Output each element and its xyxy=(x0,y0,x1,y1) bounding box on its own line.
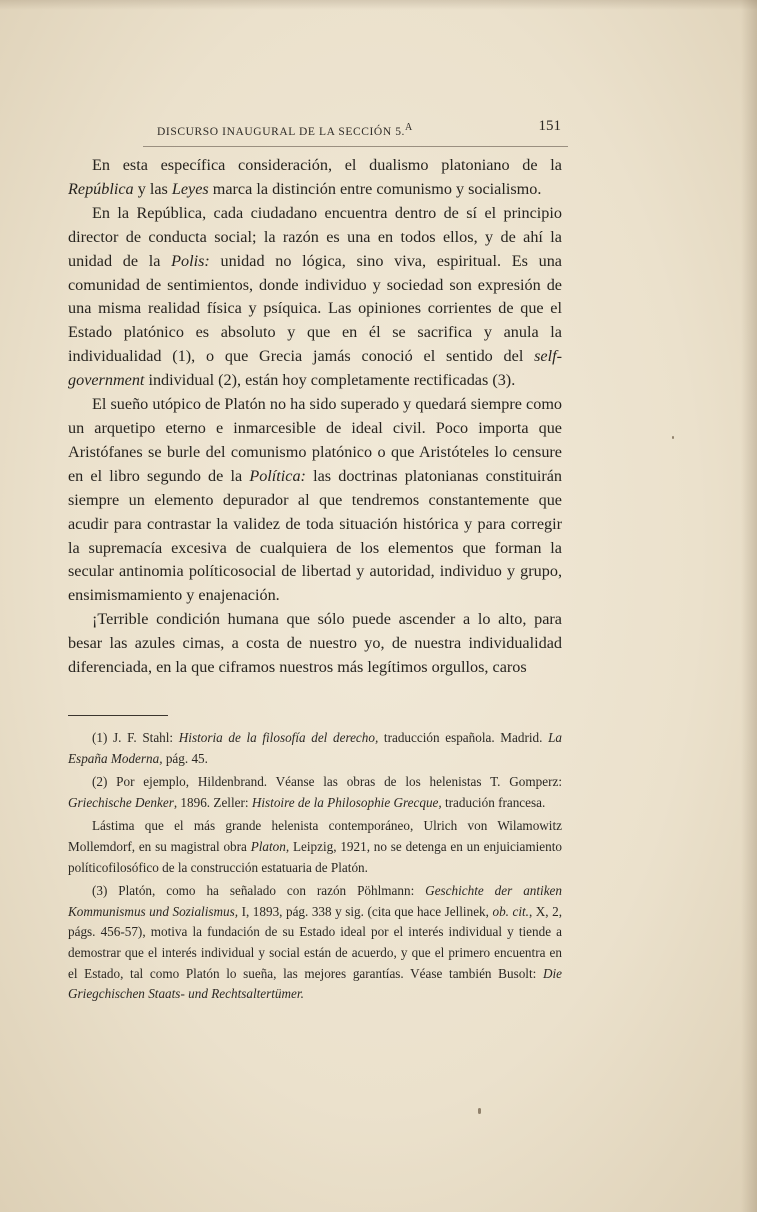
paragraph-2 xyxy=(68,202,562,393)
text-run: En esta específica consideración, el dualismo platoniano de la xyxy=(92,156,562,174)
text-run: unidad no lógica, sino viva, espiritual. Es una comunidad de sentimientos, donde individuo y sociedad son expresión de una misma realidad física y psíquica. Las opiniones corrientes de que el Estado platónico es absoluto y que en él se sacrifica y anula la individualidad (1), o que Grecia jamás conoció el sentido del xyxy=(68,251,562,366)
italic-title: Histoire de la Philosophie Grecque, xyxy=(251,794,442,810)
italic-title: Die Griegchischen Staats- und Rechtsaltertümer. xyxy=(68,965,562,1002)
page-number: 151 xyxy=(538,118,561,134)
text-run: individual (2), están hoy completamente rectificadas (3). xyxy=(144,371,516,390)
paper-speck xyxy=(478,1108,481,1114)
paragraph-4 xyxy=(68,608,562,680)
footnote-2-continuation xyxy=(68,816,562,878)
paragraph-1 xyxy=(68,154,562,202)
text-run: pág. 45. xyxy=(162,750,208,766)
text-run: I, 1893, pág. 338 y sig. (cita que hace Jellinek, xyxy=(238,903,493,919)
text-run: (2) Por ejemplo, Hildenbrand. Véanse las obras de los helenistas T. Gomperz: xyxy=(92,774,562,790)
text-run: traducción española. Madrid. xyxy=(378,730,549,745)
text-run: ¡Terrible condición humana que sólo puede ascender a lo alto, para besar las azules cimas, a costa de nuestro yo, de nuestra individualidad diferenciada, en la que ciframos nuestros más legítimos orgullos, caros xyxy=(68,610,562,677)
footnote-2 xyxy=(68,772,562,813)
running-head-title-text: DISCURSO INAUGURAL DE LA SECCIÓN 5. xyxy=(157,125,406,138)
text-run: tradución francesa. xyxy=(441,794,546,810)
text-run: marca la distinción entre comunismo y socialismo. xyxy=(208,179,542,198)
italic-title: Historia de la filosofía del derecho, xyxy=(178,730,379,745)
page-shadow-top xyxy=(0,0,757,10)
text-run: (1) J. F. Stahl: xyxy=(92,730,179,745)
text-run: En la República, cada ciudadano encuentra dentro de sí el principio director de conducta social; la razón es una en todos ellos, y de ahí la unidad de la xyxy=(68,203,562,270)
header-rule xyxy=(143,146,568,147)
italic-term: self-government xyxy=(68,347,562,390)
running-head-title-sup: A xyxy=(405,122,413,133)
italic-title: Leyes xyxy=(171,179,209,198)
italic-title: La España Moderna, xyxy=(68,730,563,766)
italic-title: Política: xyxy=(249,466,306,485)
italic-title: Griechische Denker xyxy=(68,794,174,810)
text-run: , 1896. Zeller: xyxy=(173,794,252,810)
italic-title: Geschichte der antiken Kommunismus und Sozialismus, xyxy=(68,883,563,919)
italic-title: Platon, xyxy=(250,838,290,854)
text-run: Lástima que el más grande helenista contemporáneo, Ulrich von Wilamowitz Mollemdorf, en su magistral obra xyxy=(68,818,562,854)
page-shadow-right xyxy=(741,0,757,1212)
text-run: las doctrinas platonianas constituirán siempre un elemento depurador al que tendremos constantemente que acudir para contrastar la validez de toda situación histórica y para corregir la supremacía excesiva de cualquiera de los elementos que forman la secular antinomia políticosocial de libertad y autoridad, individuo y grupo, ensimismamiento y enajenación. xyxy=(68,466,562,605)
italic-title: ob. cit. xyxy=(492,903,529,919)
italic-title: República xyxy=(68,179,134,198)
paragraph-3 xyxy=(68,393,562,608)
text-run: (3) Platón, como ha señalado con razón Pöhlmann: xyxy=(92,883,426,899)
italic-term: Polis: xyxy=(171,251,210,270)
running-head-title xyxy=(157,122,413,138)
text-run: El sueño utópico de Platón no ha sido superado y quedará siempre como un arquetipo eterno e inmarcesible de ideal civil. Poco importa que Aristófanes se burle del comunismo platónico o que Aristóteles lo censure en el libro segundo de la xyxy=(68,395,562,485)
main-text xyxy=(68,154,562,680)
footnote-3 xyxy=(68,881,562,1005)
running-head xyxy=(157,118,567,142)
text-run: Leipzig, 1921, no se detenga en un enjuiciamiento políticofilosófico de la construcción estatuaria de Platón. xyxy=(68,838,562,875)
footnotes xyxy=(68,728,562,1008)
text-run: , X, 2, págs. 456-57), motiva la fundación de su Estado ideal por el interés individual y tiende a demostrar que el interés individual y social están de acuerdo, y que el primero encuentra en el Estado, tal como Platón lo sueña, las mejores garantías. Véase también Busolt: xyxy=(68,903,562,981)
footnote-rule xyxy=(68,715,168,716)
text-run: y las xyxy=(133,179,172,198)
footnote-1 xyxy=(68,728,562,769)
paper-speck xyxy=(672,436,674,439)
